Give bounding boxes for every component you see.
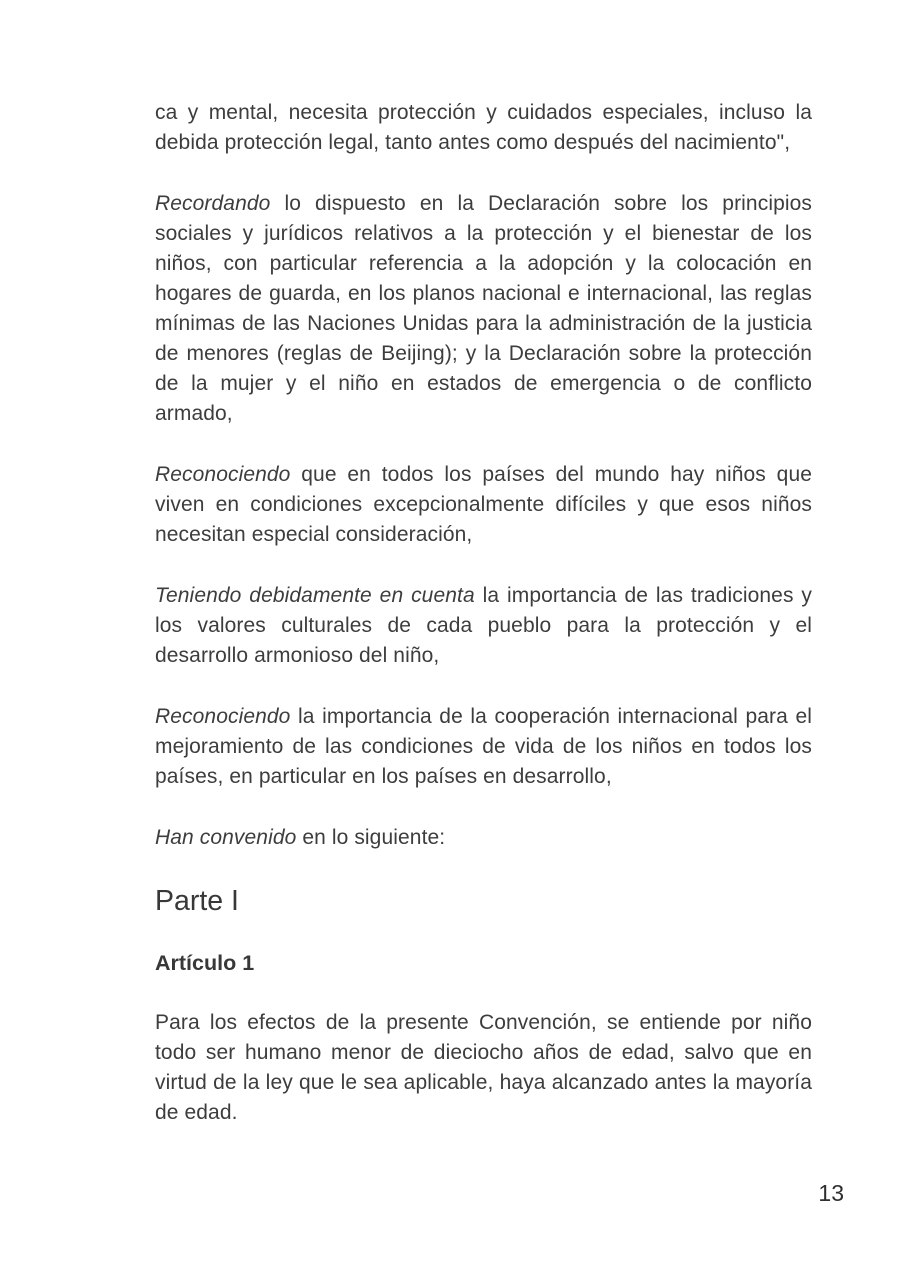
part-heading: Parte I — [155, 885, 239, 917]
paragraph-lead: Han convenido — [155, 826, 297, 849]
paragraph-lead: Recordando — [155, 192, 271, 215]
paragraph-recordando — [155, 189, 812, 429]
paragraph-text: la importancia de las tradiciones y los valores culturales de cada pueblo para la protección y el desarrollo armonioso del niño, — [155, 584, 812, 667]
paragraph-reconociendo-2 — [155, 702, 812, 792]
page-content — [155, 98, 812, 1159]
paragraph-text: Para los efectos de la presente Convención, se entiende por niño todo ser humano menor de dieciocho años de edad, salvo que en virtud de la ley que le sea aplicable, haya alcanzado antes la mayoría de edad. — [155, 1011, 812, 1124]
paragraph-text: ca y mental, necesita protección y cuidados especiales, incluso la debida protección legal, tanto antes como después del nacimiento", — [155, 101, 812, 154]
article-paragraph — [155, 1008, 812, 1128]
paragraph-reconociendo-1 — [155, 460, 812, 550]
paragraph-lead: Reconociendo — [155, 463, 291, 486]
paragraph-text: que en todos los países del mundo hay niños que viven en condiciones excepcionalmente difíciles y que esos niños necesitan especial consideración, — [155, 463, 812, 546]
paragraph-han-convenido — [155, 823, 812, 853]
paragraph-text: la importancia de la cooperación internacional para el mejoramiento de las condiciones de vida de los niños en todos los países, en particular en los países en desarrollo, — [155, 705, 812, 788]
paragraph-teniendo — [155, 581, 812, 671]
paragraph-lead: Reconociendo — [155, 705, 291, 728]
paragraph-text: en lo siguiente: — [302, 826, 446, 849]
paragraph-continuation — [155, 98, 812, 158]
paragraph-lead: Teniendo debidamente en cuenta — [155, 584, 475, 607]
paragraph-text: lo dispuesto en la Declaración sobre los principios sociales y jurídicos relativos a la protección y el bienestar de los niños, con particular referencia a la adopción y la colocación en hogares de guarda, en los planos nacional e internacional, las reglas mínimas de las Naciones Unidas para la administración de la justicia de menores (reglas de Beijing); y la Declaración sobre la protección de la mujer y el niño en estados de emergencia o de conflicto armado, — [155, 192, 813, 425]
page-number: 13 — [818, 1180, 844, 1206]
article-heading: Artículo 1 — [155, 951, 255, 975]
